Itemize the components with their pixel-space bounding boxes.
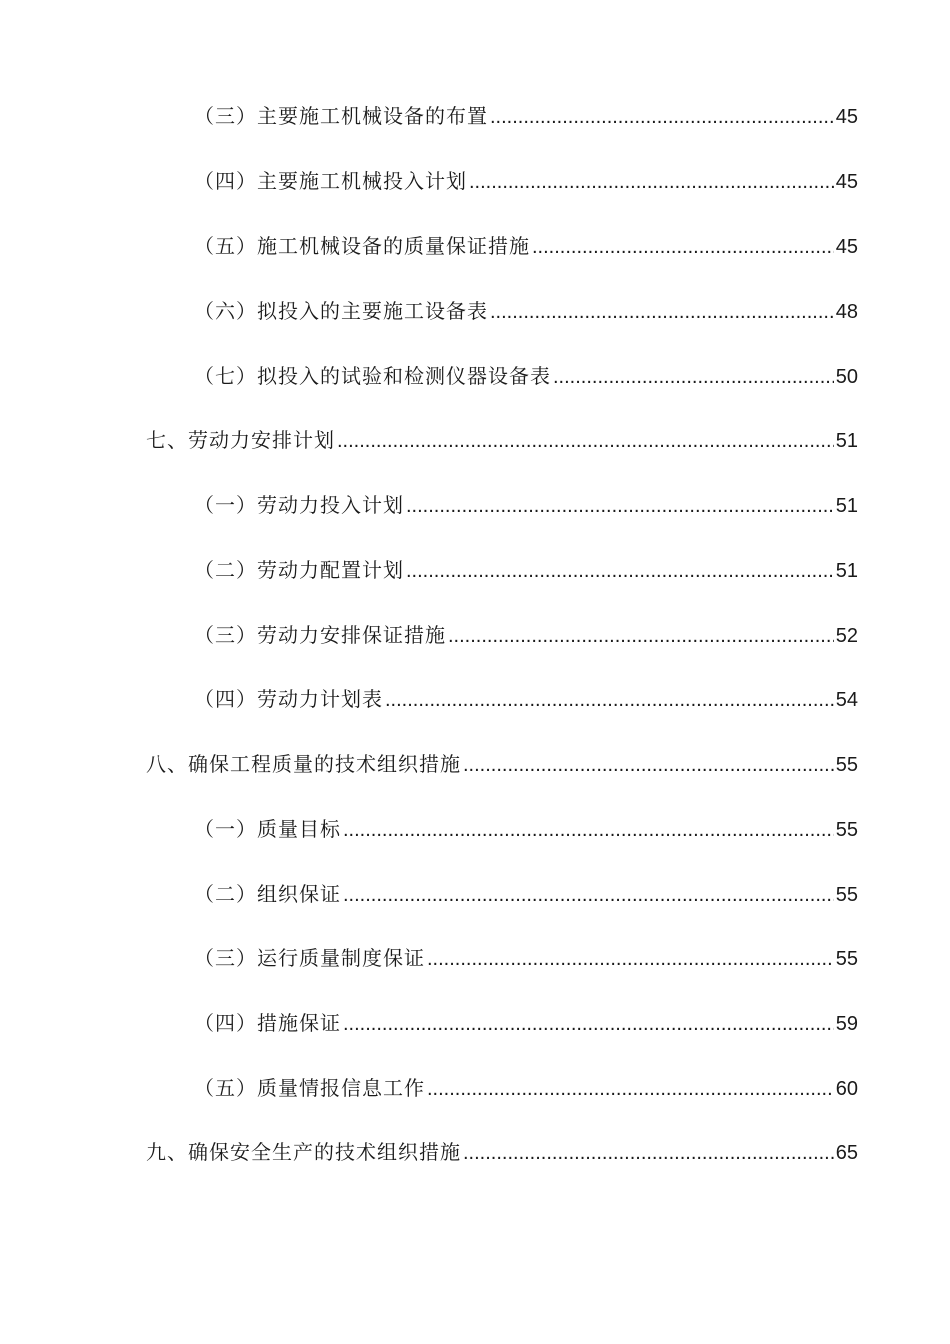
toc-entry[interactable] xyxy=(194,944,858,973)
toc-page-number: 52 xyxy=(835,625,858,647)
toc-page-number: 55 xyxy=(835,948,858,970)
toc-page-number: 51 xyxy=(835,430,858,452)
toc-entry[interactable] xyxy=(194,297,858,326)
toc-entry-title: （七）拟投入的试验和检测仪器设备表 xyxy=(194,364,551,388)
toc-entry-title: （四）劳动力计划表 xyxy=(194,687,383,711)
toc-dot-leader xyxy=(463,1139,834,1167)
toc-entry-title: （二）劳动力配置计划 xyxy=(194,558,404,582)
toc-entry-title: （二）组织保证 xyxy=(194,882,341,906)
toc-page-number: 50 xyxy=(835,366,858,388)
toc-entry-title: （三）运行质量制度保证 xyxy=(194,946,425,970)
toc-page-number: 55 xyxy=(835,819,858,841)
toc-page-number: 45 xyxy=(835,171,858,193)
toc-page-number: 48 xyxy=(835,301,858,323)
toc-dot-leader xyxy=(469,168,834,196)
toc-entry[interactable] xyxy=(194,102,858,131)
toc-entry[interactable] xyxy=(194,621,858,650)
toc-dot-leader xyxy=(337,427,834,455)
toc-entry-title: （一）劳动力投入计划 xyxy=(194,493,404,517)
toc-entry[interactable] xyxy=(194,880,858,909)
toc-dot-leader xyxy=(406,557,834,585)
toc-entry-title: （五）施工机械设备的质量保证措施 xyxy=(194,234,530,258)
toc-entry-title: （六）拟投入的主要施工设备表 xyxy=(194,299,488,323)
toc-page-number: 59 xyxy=(835,1013,858,1035)
toc-entry[interactable] xyxy=(194,232,858,261)
toc-entry-title: 九、确保安全生产的技术组织措施 xyxy=(146,1140,461,1164)
toc-page-number: 54 xyxy=(835,689,858,711)
toc-page-number: 65 xyxy=(835,1142,858,1164)
toc-page-number: 45 xyxy=(835,106,858,128)
toc-page-number: 51 xyxy=(835,560,858,582)
toc-dot-leader xyxy=(463,751,834,779)
toc-dot-leader xyxy=(532,233,834,261)
toc-entry-title: 八、确保工程质量的技术组织措施 xyxy=(146,752,461,776)
toc-dot-leader xyxy=(406,492,834,520)
toc-entry[interactable] xyxy=(194,491,858,520)
toc-dot-leader xyxy=(343,881,834,909)
toc-entry[interactable] xyxy=(146,1138,858,1167)
toc-entry-title: （三）主要施工机械设备的布置 xyxy=(194,104,488,128)
toc-dot-leader xyxy=(490,103,834,131)
toc-dot-leader xyxy=(448,622,834,650)
toc-dot-leader xyxy=(385,686,834,714)
toc-entry-title: 七、劳动力安排计划 xyxy=(146,428,335,452)
toc-entry-title: （一）质量目标 xyxy=(194,817,341,841)
toc-entry[interactable] xyxy=(194,685,858,714)
toc-entry[interactable] xyxy=(146,750,858,779)
toc-dot-leader xyxy=(553,363,834,391)
toc-page-number: 55 xyxy=(835,884,858,906)
toc-entry[interactable] xyxy=(194,362,858,391)
toc-page-number: 55 xyxy=(835,754,858,776)
toc-entry[interactable] xyxy=(194,1074,858,1103)
toc-entry[interactable] xyxy=(194,1009,858,1038)
toc-entry[interactable] xyxy=(194,556,858,585)
toc-dot-leader xyxy=(343,1010,834,1038)
toc-dot-leader xyxy=(427,945,834,973)
toc-entry[interactable] xyxy=(194,815,858,844)
toc-entry-title: （三）劳动力安排保证措施 xyxy=(194,623,446,647)
toc-entry-title: （四）措施保证 xyxy=(194,1011,341,1035)
toc-page-number: 51 xyxy=(835,495,858,517)
toc-entry[interactable] xyxy=(146,426,858,455)
toc-dot-leader xyxy=(490,298,834,326)
toc-page-number: 45 xyxy=(835,236,858,258)
toc-entry[interactable] xyxy=(194,167,858,196)
toc-page-number: 60 xyxy=(835,1078,858,1100)
toc-entry-title: （五）质量情报信息工作 xyxy=(194,1076,425,1100)
toc-dot-leader xyxy=(427,1075,834,1103)
toc-entry-title: （四）主要施工机械投入计划 xyxy=(194,169,467,193)
toc-dot-leader xyxy=(343,816,834,844)
